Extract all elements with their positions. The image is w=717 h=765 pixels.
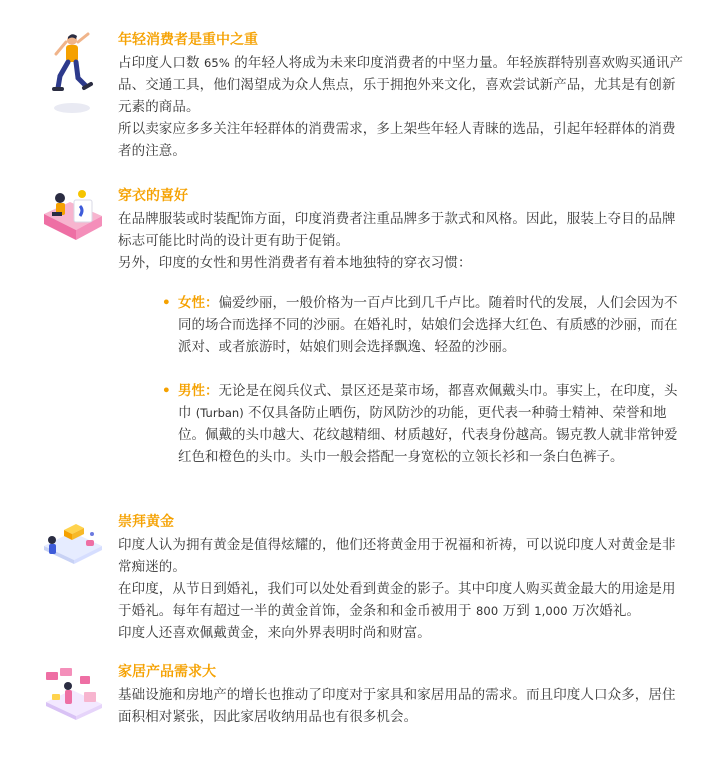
paragraph: 另外，印度的女性和男性消费者有着本地独特的穿衣习惯： xyxy=(118,255,472,271)
paragraph: 占印度人口数 65% 的年轻人将成为未来印度消费者的中坚力量。年轻族群特别喜欢购买通讯产品、交通工具，他们渴望成为众人焦点，乐于拥抱外来文化，喜欢尝试新产品，尤其是有创新元素的商品。 xyxy=(118,55,684,115)
list-item: • 女性：偏爱纱丽，一般价格为一百卢比到几千卢比。随着时代的发展，人们会因为不同的场合而选择不同的沙丽。在婚礼时，姑娘们会选择大红色、有质感的沙丽，而在派对、或者旅游时，姑娘们则会选择飘逸、轻盈的沙丽。 xyxy=(118,292,688,358)
home-products-icon xyxy=(40,666,104,726)
paragraph: 基础设施和房地产的增长也推动了印度对于家具和家居用品的需求。而且印度人口众多，居住面积相对紧张，因此家居收纳用品也有很多机会。 xyxy=(118,687,676,725)
list-item: • 男性：无论是在阅兵仪式、景区还是菜市场，都喜欢佩戴头巾。事实上，在印度，头巾 (Turban) 不仅具备防止晒伤，防风防沙的功能，更代表一种骑士精神、荣誉和地位。佩戴的头巾越大、花纹越精细、材质越好，代表身份越高。锡克教人就非常钟爱红色和橙色的头巾。头巾一般会搭配一身宽松的立领长衫和一条白色裤子。 xyxy=(118,380,688,468)
paragraph: 在印度，从节日到婚礼，我们可以处处看到黄金的影子。其中印度人购买黄金最大的用途是用于婚礼。每年有超过一半的黄金首饰，金条和和金币被用于 800 万到 1,000 万次婚礼。 xyxy=(118,581,676,619)
paragraph: 所以卖家应多多关注年轻群体的消费需求，多上架些年轻人青睐的选品，引起年轻群体的消费者的注意。 xyxy=(118,121,676,159)
clothing-shopping-icon xyxy=(40,188,104,248)
bullet-dot: • xyxy=(162,295,171,311)
paragraph: 印度人认为拥有黄金是值得炫耀的，他们还将黄金用于祝福和祈祷，可以说印度人对黄金是非常痴迷的。 xyxy=(118,537,676,575)
gold-worship-icon xyxy=(40,514,104,570)
paragraph: 在品牌服装或时装配饰方面，印度消费者注重品牌多于款式和风格。因此，服装上夺目的品牌标志可能比时尚的设计更有助于促销。 xyxy=(118,211,676,249)
young-person-jumping-icon xyxy=(44,32,108,116)
section-title: 年轻消费者是重中之重 xyxy=(118,32,258,48)
bullet-dot: • xyxy=(162,383,171,399)
paragraph: 印度人还喜欢佩戴黄金，来向外界表明时尚和财富。 xyxy=(118,625,431,641)
section-title: 穿衣的喜好 xyxy=(118,188,188,204)
clothing-habits-list xyxy=(118,292,688,468)
section-title: 崇拜黄金 xyxy=(118,514,174,530)
section-title: 家居产品需求大 xyxy=(118,664,216,680)
